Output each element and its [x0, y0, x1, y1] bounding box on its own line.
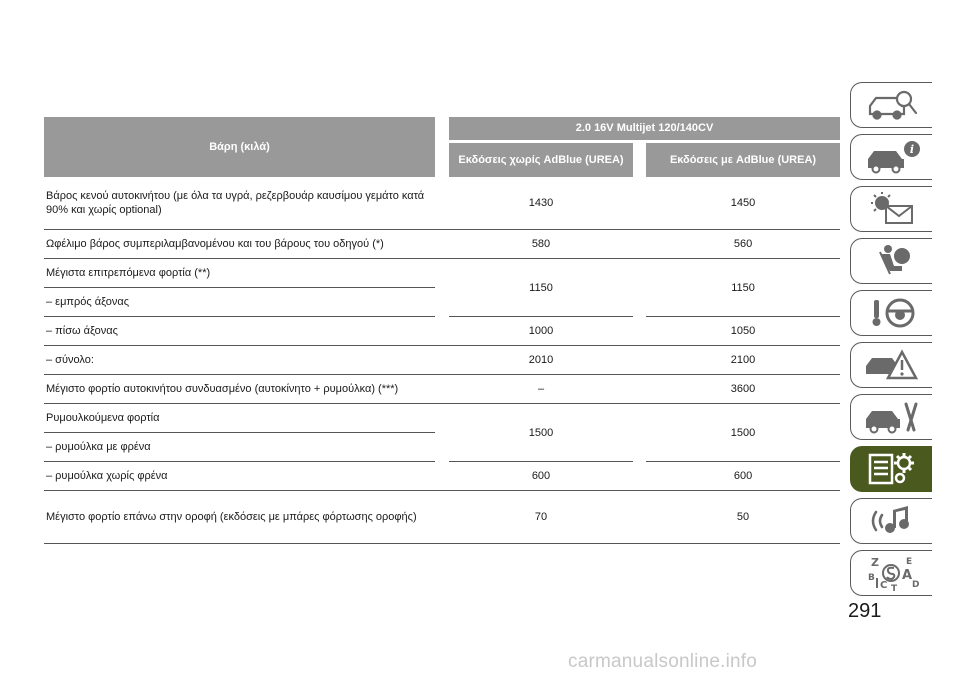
row-label: Μέγιστο φορτίο αυτοκινήτου συνδυασμένο (αυτοκίνητο + ρυμούλκα) (***): [44, 375, 435, 404]
steering-wheel-controls-icon: [862, 294, 922, 332]
row-value-with-adblue: 560: [646, 230, 840, 259]
row-value-without-adblue: 580: [449, 230, 633, 259]
row-label: Βάρος κενού αυτοκινήτου (με όλα τα υγρά, ρεζερβουάρ καυσίμου γεμάτο κατά 90% και χωρίς optional): [44, 177, 435, 230]
tab-starting-and-driving[interactable]: [850, 290, 932, 336]
tab-warning-lights[interactable]: [850, 186, 932, 232]
row-value-with-adblue: 1450: [646, 177, 840, 230]
row-value-without-adblue: 1500: [449, 404, 633, 462]
header-weights-label: Βάρη (κιλά): [44, 117, 435, 177]
row-value-without-adblue: 1430: [449, 177, 633, 230]
table-row: [44, 177, 840, 230]
row-value-with-adblue: 2100: [646, 346, 840, 375]
table-row: [44, 317, 840, 346]
header-gap-2: [633, 142, 646, 177]
tab-multimedia[interactable]: [850, 498, 932, 544]
row-value-with-adblue: 50: [646, 491, 840, 544]
car-info-icon: [862, 138, 922, 176]
row-value-without-adblue: 70: [449, 491, 633, 544]
table-row: [44, 259, 840, 288]
page-number: 291: [848, 600, 882, 622]
tab-in-an-emergency[interactable]: [850, 342, 932, 388]
weights-table: [44, 117, 840, 544]
tab-technical-specifications[interactable]: [850, 446, 932, 492]
row-value-without-adblue: 600: [449, 462, 633, 491]
alphabetical-index-icon: [862, 554, 922, 592]
car-magnifier-icon: [862, 86, 922, 124]
index-letter: T: [890, 584, 897, 592]
warning-lights-message-icon: [862, 190, 922, 228]
table-row: [44, 375, 840, 404]
row-value-without-adblue: 1000: [449, 317, 633, 346]
airbag-seat-icon: [862, 242, 922, 280]
index-letter: E: [905, 557, 912, 567]
table-row: [44, 404, 840, 433]
row-value-with-adblue: 1150: [646, 259, 840, 317]
index-letter: C: [879, 580, 887, 591]
row-value-with-adblue: 1050: [646, 317, 840, 346]
header-variant-with-adblue: Εκδόσεις με AdBlue (UREA): [646, 142, 840, 177]
watermark: carmanualsonline.info: [568, 651, 758, 672]
tab-index[interactable]: [850, 550, 932, 596]
multimedia-music-icon: [862, 502, 922, 540]
row-value-with-adblue: 1500: [646, 404, 840, 462]
row-label: Μέγιστα επιτρεπόμενα φορτία (**): [44, 259, 435, 288]
index-letter: B: [867, 573, 875, 583]
technical-data-gears-icon: [862, 450, 922, 488]
table-row: [44, 491, 840, 544]
row-value-without-adblue: –: [449, 375, 633, 404]
row-label: – εμπρός άξονας: [44, 288, 435, 317]
tab-getting-to-know-car[interactable]: [850, 82, 932, 128]
row-value-with-adblue: 3600: [646, 375, 840, 404]
index-letter: A: [901, 568, 912, 583]
chapter-tabs: [850, 82, 932, 602]
row-label: – ρυμούλκα με φρένα: [44, 433, 435, 462]
index-letter: D: [911, 580, 919, 590]
tab-safety[interactable]: [850, 238, 932, 284]
row-label: Ρυμουλκούμενα φορτία: [44, 404, 435, 433]
row-label: Ωφέλιμο βάρος συμπεριλαμβανομένου και του βάρους του οδηγού (*): [44, 230, 435, 259]
svg-text:i: i: [909, 143, 914, 156]
row-value-without-adblue: 1150: [449, 259, 633, 317]
header-gap: [435, 117, 449, 177]
row-value-without-adblue: 2010: [449, 346, 633, 375]
row-label: Μέγιστο φορτίο επάνω στην οροφή (εκδόσεις με μπάρες φόρτωσης οροφής): [44, 491, 435, 544]
row-value-with-adblue: 600: [646, 462, 840, 491]
table-row: [44, 346, 840, 375]
tab-servicing-and-maintenance[interactable]: [850, 394, 932, 440]
table-row: [44, 230, 840, 259]
row-label: – ρυμούλκα χωρίς φρένα: [44, 462, 435, 491]
index-letter: Z: [870, 556, 879, 569]
row-label: – σύνολο:: [44, 346, 435, 375]
car-service-tools-icon: [862, 398, 922, 436]
header-engine: 2.0 16V Multijet 120/140CV: [449, 117, 840, 142]
table-row: [44, 462, 840, 491]
row-label: – πίσω άξονας: [44, 317, 435, 346]
tab-instrument-panel[interactable]: [850, 134, 932, 180]
header-variant-without-adblue: Εκδόσεις χωρίς AdBlue (UREA): [449, 142, 633, 177]
car-breakdown-warning-icon: [862, 346, 922, 384]
